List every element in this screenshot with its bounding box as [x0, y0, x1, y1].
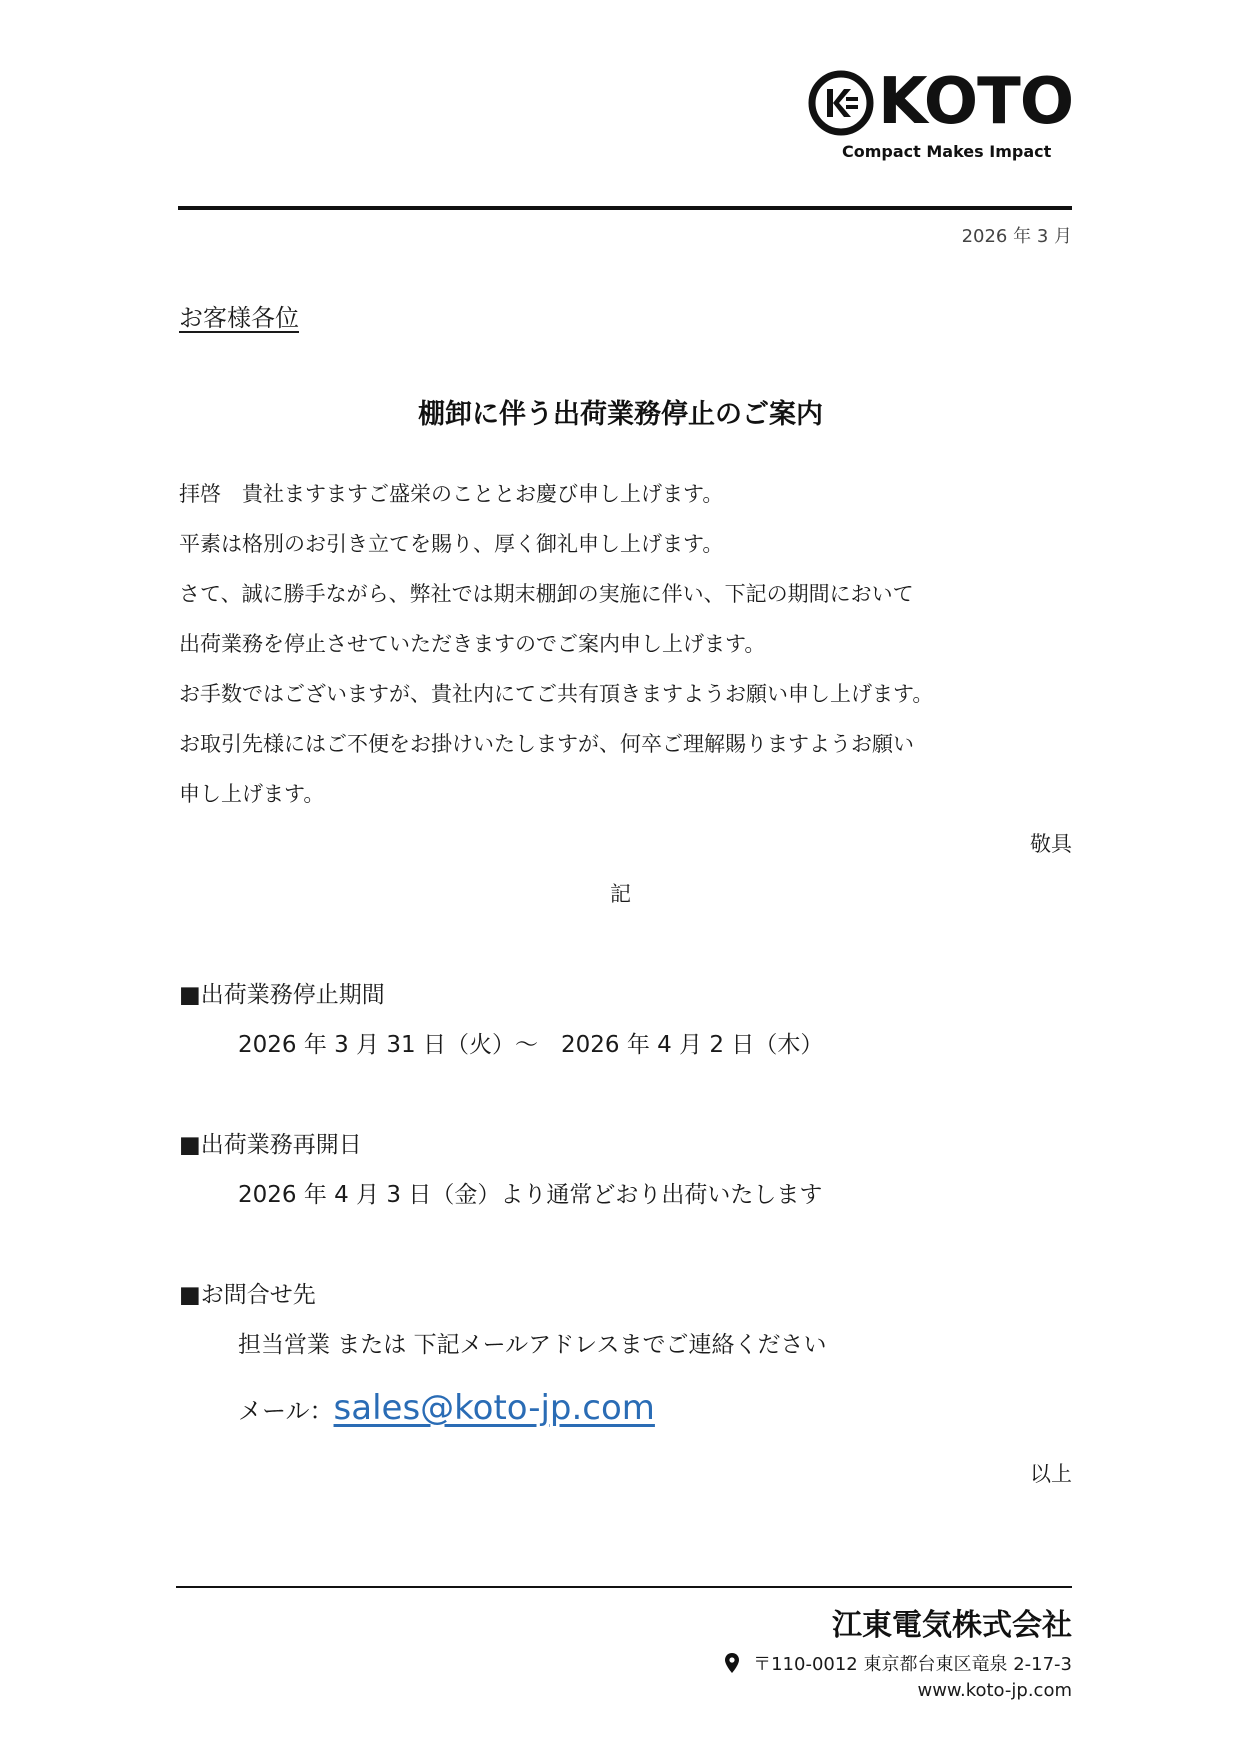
salutation: お客様各位 — [179, 304, 299, 332]
logo-tagline: Compact Makes Impact — [842, 142, 1052, 161]
stop-period-heading: ■出荷業務停止期間 — [179, 982, 385, 1008]
body-line: 申し上げます。 — [179, 782, 325, 806]
document-date: 2026 年 3 月 — [961, 226, 1072, 247]
ki-marker: 記 — [610, 882, 631, 906]
body-line: 出荷業務を停止させていただきますのでご案内申し上げます。 — [179, 632, 766, 656]
closing-keigu: 敬具 — [1030, 832, 1072, 856]
address-text: 〒110-0012 東京都台東区竜泉 2-17-3 — [753, 1654, 1072, 1675]
body-line: 拝啓 貴社ますますご盛栄のこととお慶び申し上げます。 — [179, 482, 724, 506]
footer-divider — [176, 1586, 1072, 1588]
end-mark: 以上 — [1030, 1462, 1072, 1486]
contact-text: 担当営業 または 下記メールアドレスまでご連絡ください — [238, 1332, 827, 1358]
contact-heading: ■お問合せ先 — [179, 1282, 316, 1308]
location-pin-icon — [725, 1653, 739, 1673]
document-title: 棚卸に伴う出荷業務停止のご案内 — [418, 399, 823, 430]
body-line: お取引先様にはご不便をお掛けいたしますが、何卒ご理解賜りますようお願い — [179, 732, 914, 756]
email-label: メール： — [238, 1397, 334, 1425]
company-logo — [808, 65, 1076, 166]
body-line: さて、誠に勝手ながら、弊社では期末棚卸の実施に伴い、下記の期間において — [179, 582, 914, 606]
company-name: 江東電気株式会社 — [832, 1608, 1072, 1643]
stop-period-text: 2026 年 3 月 31 日（火）～ 2026 年 4 月 2 日（木） — [238, 1032, 824, 1058]
email-row — [238, 1388, 655, 1428]
email-link[interactable]: sales@koto-jp.com — [333, 1388, 655, 1428]
logo-mark-icon — [808, 70, 874, 136]
body-line: 平素は格別のお引き立てを賜り、厚く御礼申し上げます。 — [179, 532, 724, 556]
resume-date-heading: ■出荷業務再開日 — [179, 1132, 362, 1158]
body-line: お手数ではございますが、貴社内にてご共有頂きますようお願い申し上げます。 — [179, 682, 934, 706]
company-address — [725, 1650, 1072, 1676]
resume-date-text: 2026 年 4 月 3 日（金）より通常どおり出荷いたします — [238, 1182, 823, 1208]
logo-wordmark: KOTO — [878, 65, 1074, 139]
header-divider — [178, 206, 1072, 210]
company-website[interactable]: www.koto-jp.com — [917, 1680, 1072, 1701]
